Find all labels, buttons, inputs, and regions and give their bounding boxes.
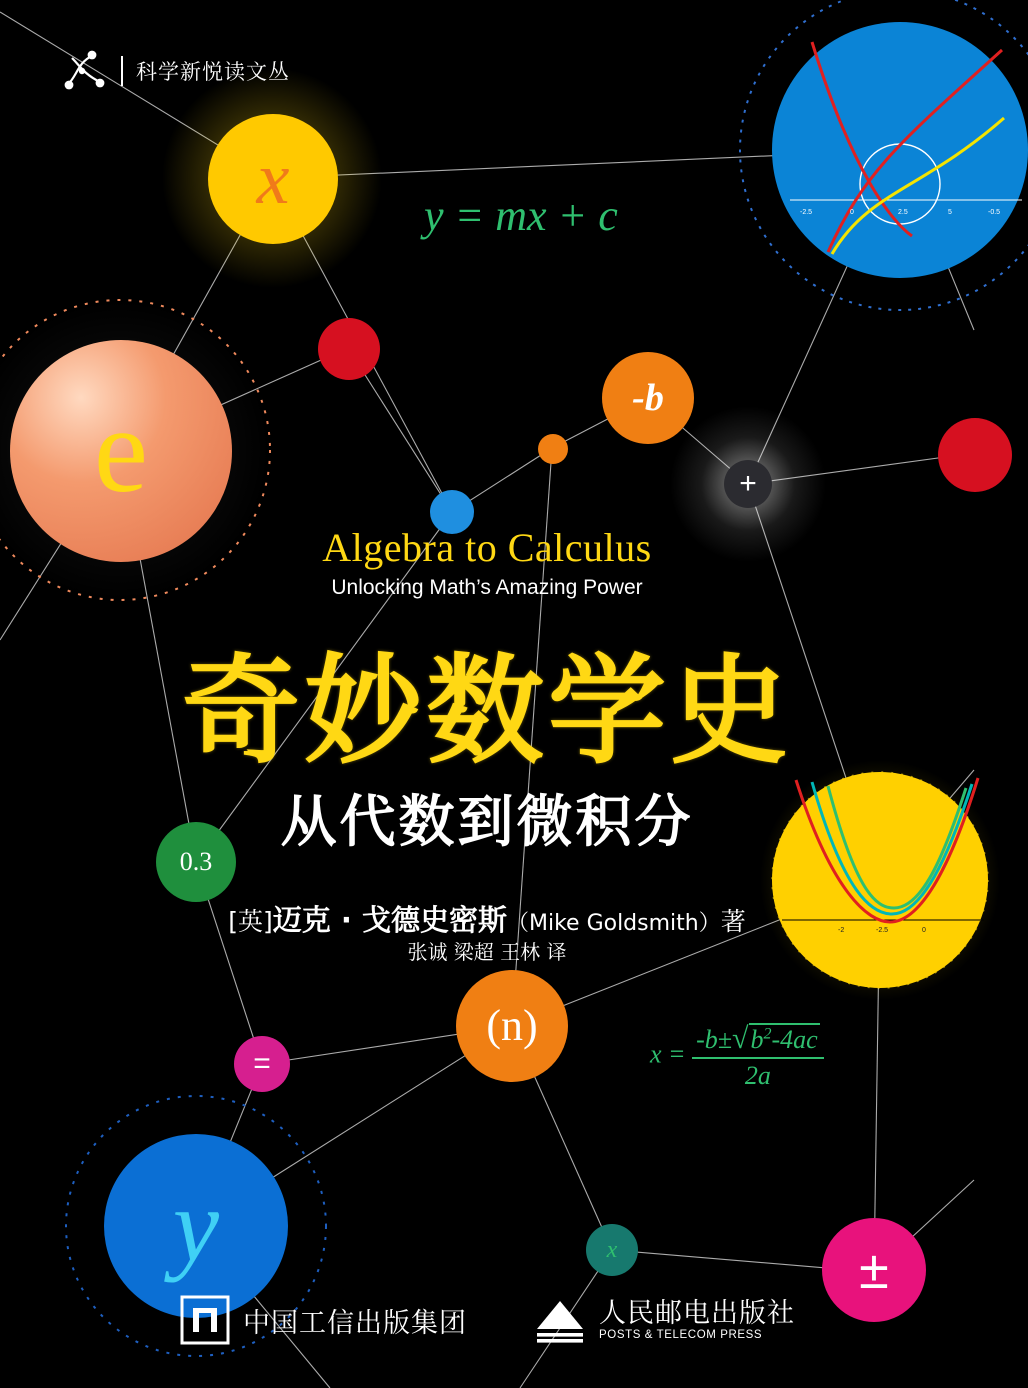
node-y [104, 1134, 288, 1318]
equation-quadratic [650, 1022, 824, 1091]
svg-text:0: 0 [922, 927, 926, 934]
quad-num-lead: -b± [696, 1025, 733, 1054]
china-industry-press-logo [179, 1294, 231, 1346]
node-label-x: x [256, 138, 290, 220]
author-name-en: （Mike Goldsmith） [506, 911, 721, 936]
node-label-plus-minus: ± [859, 1240, 889, 1300]
node-label-n: (n) [486, 1001, 538, 1050]
node-n [456, 970, 568, 1082]
node-dot-red-right [938, 418, 1012, 492]
svg-text:-0.5: -0.5 [988, 209, 1001, 216]
quad-radicand [749, 1023, 820, 1054]
node-x-small [586, 1224, 638, 1276]
author-role: 著 [720, 907, 746, 936]
node-label-plus: + [739, 467, 757, 500]
series-divider [121, 56, 123, 86]
translator-line: 张诚 梁超 王林 译 [407, 940, 567, 964]
quad-num-tail: -4ac [771, 1025, 818, 1054]
equation-quadratic-fraction [692, 1022, 824, 1091]
publisher-name-china-industry: 中国工信出版集团 [243, 1307, 467, 1339]
chinese-subtitle: 从代数到微积分 [280, 790, 694, 855]
series-label: 科学新悦读文丛 [136, 60, 290, 84]
node-label-0-3: 0.3 [179, 847, 213, 876]
author-line [0, 898, 974, 939]
node-x [208, 114, 338, 244]
node-dot-orange-small [538, 434, 568, 464]
svg-text:5: 5 [948, 209, 952, 216]
author-country: [英] [228, 907, 273, 936]
node-label-equals: = [253, 1047, 271, 1080]
node-label-x-small: x [606, 1237, 618, 1263]
node-neg-b [602, 352, 694, 444]
svg-text:-2: -2 [838, 927, 845, 934]
node-label-e: e [93, 383, 149, 518]
english-subtitle: Unlocking Math’s Amazing Power [331, 576, 643, 599]
author-name-cn: 迈克 · 戈德史密斯 [272, 903, 507, 937]
publisher-china-industry [179, 1294, 467, 1346]
node-plus [724, 460, 772, 508]
svg-text:0: 0 [850, 209, 854, 216]
publisher-posts-telecom-text [599, 1299, 795, 1341]
equation-linear: y = mx + c [424, 191, 618, 240]
series-mark [62, 48, 290, 94]
node-equals [234, 1036, 290, 1092]
posts-telecom-press-logo [533, 1295, 587, 1345]
equation-quadratic-lhs: x = [650, 1039, 686, 1069]
node-dot-red-1 [318, 318, 380, 380]
svg-text:-2.5: -2.5 [876, 927, 889, 934]
molecule-icon [62, 48, 108, 94]
svg-text:2.5: 2.5 [898, 209, 908, 216]
quad-radicand-base: b [750, 1025, 764, 1054]
quad-radicand-exp: 2 [763, 1025, 772, 1043]
publisher-name-posts-telecom-en: POSTS & TELECOM PRESS [599, 1328, 763, 1341]
node-label-neg-b: -b [632, 377, 664, 419]
svg-text:-2.5: -2.5 [800, 209, 813, 216]
equation-quadratic-numerator: $-b\pm√b^2-4ac$ [692, 1022, 824, 1059]
node-label-y: y [172, 1168, 220, 1283]
publisher-name-posts-telecom: 人民邮电出版社 [599, 1297, 795, 1329]
parabola-plot-top [772, 22, 1028, 278]
english-title: Algebra to Calculus [322, 525, 652, 570]
page-title: 奇妙数学史 [181, 642, 792, 780]
publisher-posts-telecom [533, 1295, 795, 1345]
publisher-row [0, 1294, 974, 1346]
plot-curves-top [772, 22, 1028, 278]
equation-quadratic-denominator: 2a [744, 1061, 771, 1090]
